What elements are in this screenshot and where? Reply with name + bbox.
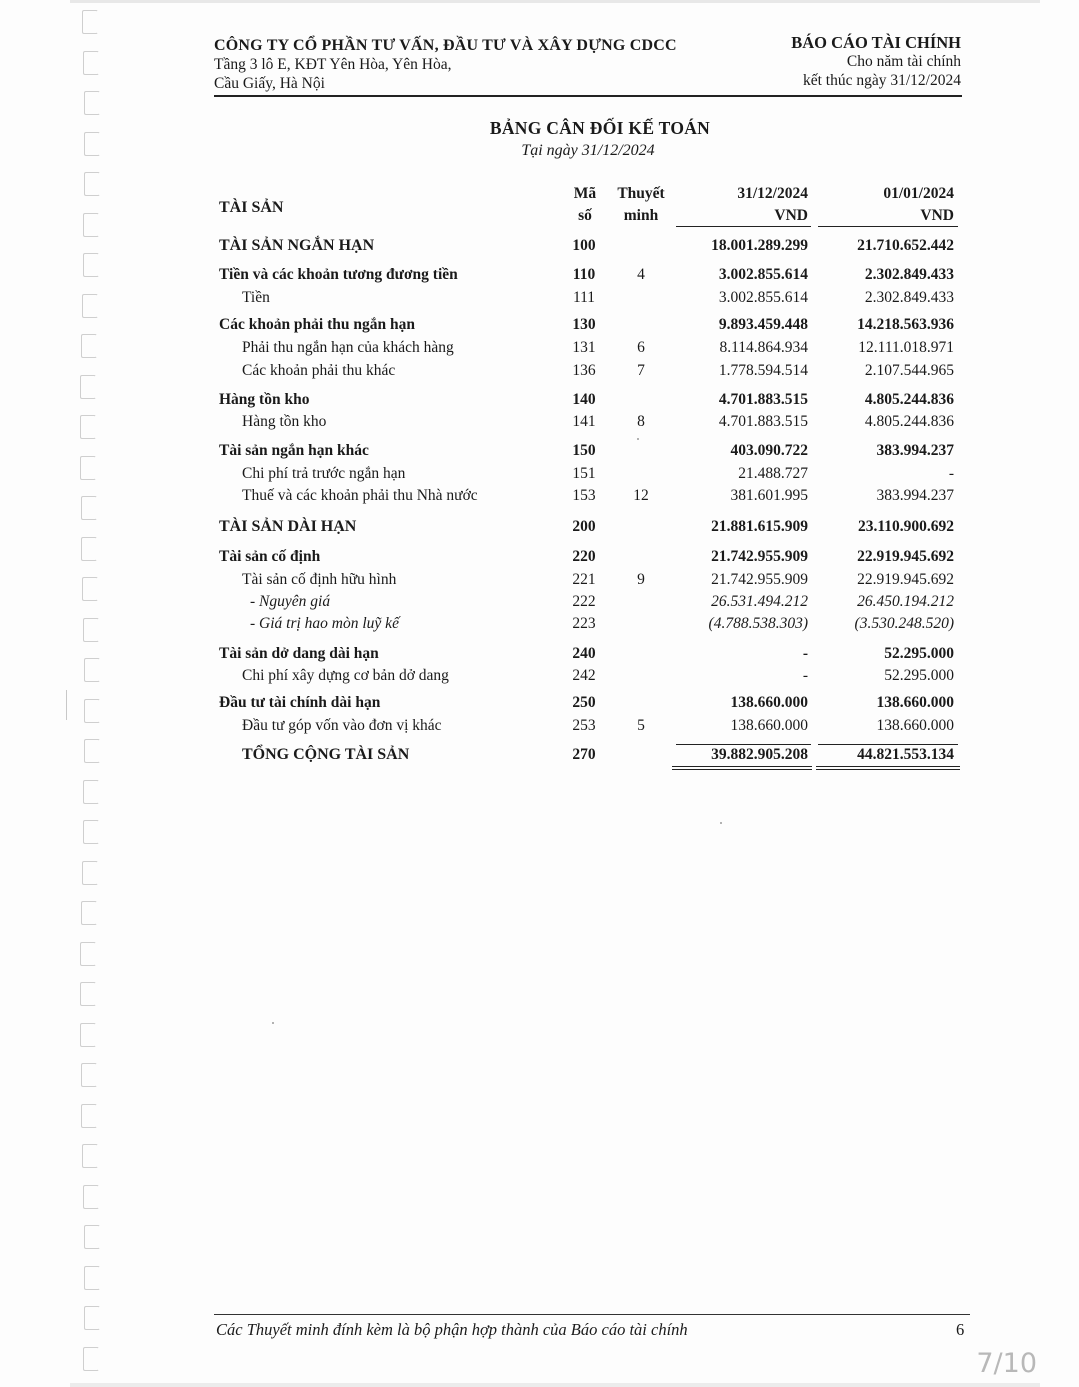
total-double-underline-period2 [816, 766, 960, 770]
table-row [0, 389, 1079, 411]
viewer-page-indicator[interactable]: 7/10 [976, 1348, 1037, 1379]
row-label: Hàng tồn kho [219, 391, 310, 408]
row-value-period2: 2.302.849.433 [864, 266, 954, 283]
row-value-period1: 3.002.855.614 [718, 266, 808, 283]
column-header-period2 [810, 183, 954, 227]
table-row [0, 235, 1079, 257]
row-code: 220 [572, 548, 596, 565]
row-value-period1: 138.660.000 [730, 717, 808, 734]
row-value-period1: 39.882.905.208 [711, 746, 808, 763]
row-code: 200 [572, 518, 596, 535]
footer-divider [214, 1314, 970, 1315]
binding-ring [84, 91, 100, 115]
row-code: 223 [572, 615, 596, 632]
row-code: 136 [572, 362, 596, 379]
binding-ring [83, 1347, 99, 1371]
row-value-period1: 26.531.494.212 [711, 593, 808, 610]
table-row [0, 463, 1079, 485]
table-row [0, 485, 1079, 507]
row-value-period1: 4.701.883.515 [718, 391, 808, 408]
row-value-period2: 138.660.000 [876, 694, 954, 711]
binding-ring [84, 1225, 100, 1249]
binding-ring [80, 942, 96, 966]
row-label: Các khoản phải thu ngắn hạn [219, 316, 415, 333]
company-name: CÔNG TY CỔ PHẦN TƯ VẤN, ĐẦU TƯ VÀ XÂY DỰNG CDCC [214, 37, 677, 54]
row-label: TÀI SẢN DÀI HẠN [219, 518, 357, 535]
column-header-note-line1: Thuyết [617, 185, 665, 202]
binding-ring [83, 213, 99, 237]
row-label: Hàng tồn kho [242, 413, 327, 430]
table-row [0, 715, 1079, 737]
row-code: 130 [572, 316, 596, 333]
page-top-edge [70, 0, 1040, 3]
row-value-period2: 383.994.237 [876, 487, 954, 504]
row-value-period2: 21.710.652.442 [857, 237, 954, 254]
row-code: 153 [572, 487, 596, 504]
header-divider [214, 95, 962, 97]
binding-ring [84, 1306, 100, 1330]
row-code: 242 [572, 667, 596, 684]
row-label: Tài sản ngắn hạn khác [219, 442, 369, 459]
table-row [0, 287, 1079, 309]
row-label: Tiền và các khoản tương đương tiền [219, 266, 458, 283]
row-value-period1: 21.742.955.909 [711, 548, 808, 565]
column-header-code [566, 183, 604, 227]
row-code: 100 [572, 237, 596, 254]
total-rule-period2 [818, 744, 958, 745]
row-value-period1: 21.488.727 [738, 465, 808, 482]
column-header-period1 [660, 183, 808, 227]
row-label: - Giá trị hao mòn luỹ kế [250, 615, 399, 632]
row-code: 221 [572, 571, 596, 588]
row-note: 6 [637, 339, 645, 356]
row-code: 111 [572, 289, 596, 306]
document-title: BẢNG CÂN ĐỐI KẾ TOÁN [489, 118, 711, 138]
row-label: TÀI SẢN NGẮN HẠN [219, 237, 375, 254]
company-header [214, 36, 677, 93]
row-label: Chi phí xây dựng cơ bản dở dang [242, 667, 449, 684]
row-note: 9 [637, 571, 645, 588]
report-period-line1: Cho năm tài chính [846, 53, 961, 70]
row-value-period2: 12.111.018.971 [858, 339, 954, 356]
row-value-period1: 8.114.864.934 [719, 339, 808, 356]
table-row [0, 440, 1079, 462]
row-code: 110 [572, 266, 596, 283]
row-label: Tài sản cố định hữu hình [242, 571, 397, 588]
table-row [0, 613, 1079, 635]
table-row [0, 411, 1079, 433]
column-header-code-line1: Mã [573, 185, 597, 202]
row-label: - Nguyên giá [250, 593, 331, 610]
row-value-period1: 381.601.995 [730, 487, 808, 504]
row-value-period2: 4.805.244.836 [864, 391, 954, 408]
table-row [0, 314, 1079, 336]
company-address-line2: Cầu Giấy, Hà Nội [214, 75, 325, 92]
report-header [791, 33, 961, 90]
column-header-period2-underline [818, 226, 958, 227]
scan-speck [272, 1022, 274, 1024]
row-value-period2: 52.295.000 [884, 667, 954, 684]
row-value-period1: 1.778.594.514 [718, 362, 808, 379]
row-label: Các khoản phải thu khác [242, 362, 396, 379]
table-row [0, 360, 1079, 382]
table-row [0, 665, 1079, 687]
row-value-period2: 4.805.244.836 [864, 413, 954, 430]
row-code: 150 [572, 442, 596, 459]
row-code: 131 [572, 339, 596, 356]
table-row [0, 546, 1079, 568]
row-value-period2: (3.530.248.520) [854, 615, 954, 632]
table-row [0, 337, 1079, 359]
table-row [0, 643, 1079, 665]
total-row [0, 744, 1079, 766]
row-value-period2: - [948, 465, 954, 482]
row-label: Chi phí trả trước ngắn hạn [242, 465, 406, 482]
report-period-line2: kết thúc ngày 31/12/2024 [803, 72, 961, 89]
document-subtitle: Tại ngày 31/12/2024 [521, 142, 655, 159]
row-value-period2: 44.821.553.134 [857, 746, 954, 763]
row-code: 151 [572, 465, 596, 482]
row-code: 270 [572, 746, 596, 763]
company-address-line1: Tầng 3 lô E, KĐT Yên Hòa, Yên Hòa, [214, 56, 452, 73]
binding-ring [82, 1144, 98, 1168]
binding-ring [82, 861, 98, 885]
binding-ring [83, 51, 99, 75]
binding-ring [83, 820, 99, 844]
row-value-period1: (4.788.538.303) [708, 615, 808, 632]
row-value-period2: 138.660.000 [876, 717, 954, 734]
binding-ring [80, 982, 96, 1006]
column-header-period1-underline [676, 226, 811, 227]
scan-speck [637, 438, 639, 440]
row-value-period1: 138.660.000 [730, 694, 808, 711]
row-value-period1: 3.002.855.614 [718, 289, 808, 306]
binding-ring [81, 1063, 97, 1087]
table-row [0, 692, 1079, 714]
row-code: 140 [572, 391, 596, 408]
binding-ring [83, 1185, 99, 1209]
row-value-period1: 4.701.883.515 [718, 413, 808, 430]
row-value-period2: 2.302.849.433 [864, 289, 954, 306]
row-note: 12 [633, 487, 649, 504]
binding-ring [81, 901, 97, 925]
table-row [0, 591, 1079, 613]
row-label: Đầu tư tài chính dài hạn [219, 694, 381, 711]
row-label: Đầu tư góp vốn vào đơn vị khác [242, 717, 442, 734]
binding-ring [84, 172, 100, 196]
binding-ring [84, 1266, 100, 1290]
row-code: 141 [572, 413, 596, 430]
row-code: 240 [572, 645, 596, 662]
column-header-period2-unit: VND [920, 207, 954, 224]
row-value-period1: 18.001.289.299 [711, 237, 808, 254]
row-value-period1: 21.742.955.909 [711, 571, 808, 588]
binding-ring [83, 780, 99, 804]
binding-ring [81, 1104, 97, 1128]
column-header-code-line2: số [578, 207, 592, 224]
row-value-period1: - [802, 667, 808, 684]
page-number: 6 [956, 1320, 965, 1339]
row-note: 4 [637, 266, 645, 283]
row-label: Phải thu ngắn hạn của khách hàng [242, 339, 454, 356]
report-title: BÁO CÁO TÀI CHÍNH [791, 33, 961, 52]
row-note: 7 [637, 362, 645, 379]
row-code: 222 [572, 593, 596, 610]
row-label: Tài sản cố định [219, 548, 321, 565]
table-row [0, 569, 1079, 591]
footer-note: Các Thuyết minh đính kèm là bộ phận hợp thành của Báo cáo tài chính [216, 1320, 688, 1339]
row-value-period2: 14.218.563.936 [857, 316, 954, 333]
table-row [0, 516, 1079, 538]
column-header-asset: TÀI SẢN [219, 199, 284, 216]
row-value-period1: 403.090.722 [730, 442, 808, 459]
row-label: Thuế và các khoản phải thu Nhà nước [242, 487, 478, 504]
row-code: 253 [572, 717, 596, 734]
row-value-period2: 23.110.900.692 [857, 518, 954, 535]
column-header-period1-unit: VND [774, 207, 808, 224]
row-value-period2: 52.295.000 [884, 645, 954, 662]
row-note: 5 [637, 717, 645, 734]
binding-ring [80, 1023, 96, 1047]
row-label: Tiền [242, 289, 270, 306]
row-note: 8 [637, 413, 645, 430]
column-header-period1-date: 31/12/2024 [737, 185, 808, 202]
column-header-note-line2: minh [623, 207, 659, 224]
column-header-period2-date: 01/01/2024 [883, 185, 954, 202]
row-value-period1: - [802, 645, 808, 662]
binding-ring [82, 10, 98, 34]
viewer-bottom-edge [70, 1383, 1040, 1387]
table-row [0, 264, 1079, 286]
row-value-period2: 2.107.544.965 [864, 362, 954, 379]
row-label: Tài sản dở dang dài hạn [219, 645, 379, 662]
row-label: TỔNG CỘNG TÀI SẢN [242, 746, 410, 763]
row-code: 250 [572, 694, 596, 711]
row-value-period2: 383.994.237 [876, 442, 954, 459]
row-value-period2: 22.919.945.692 [857, 548, 954, 565]
total-rule-period1 [676, 744, 811, 745]
row-value-period2: 22.919.945.692 [857, 571, 954, 588]
row-value-period2: 26.450.194.212 [857, 593, 954, 610]
total-double-underline-period1 [672, 766, 812, 770]
row-value-period1: 9.893.459.448 [718, 316, 808, 333]
scan-speck [720, 822, 722, 824]
row-value-period1: 21.881.615.909 [711, 518, 808, 535]
